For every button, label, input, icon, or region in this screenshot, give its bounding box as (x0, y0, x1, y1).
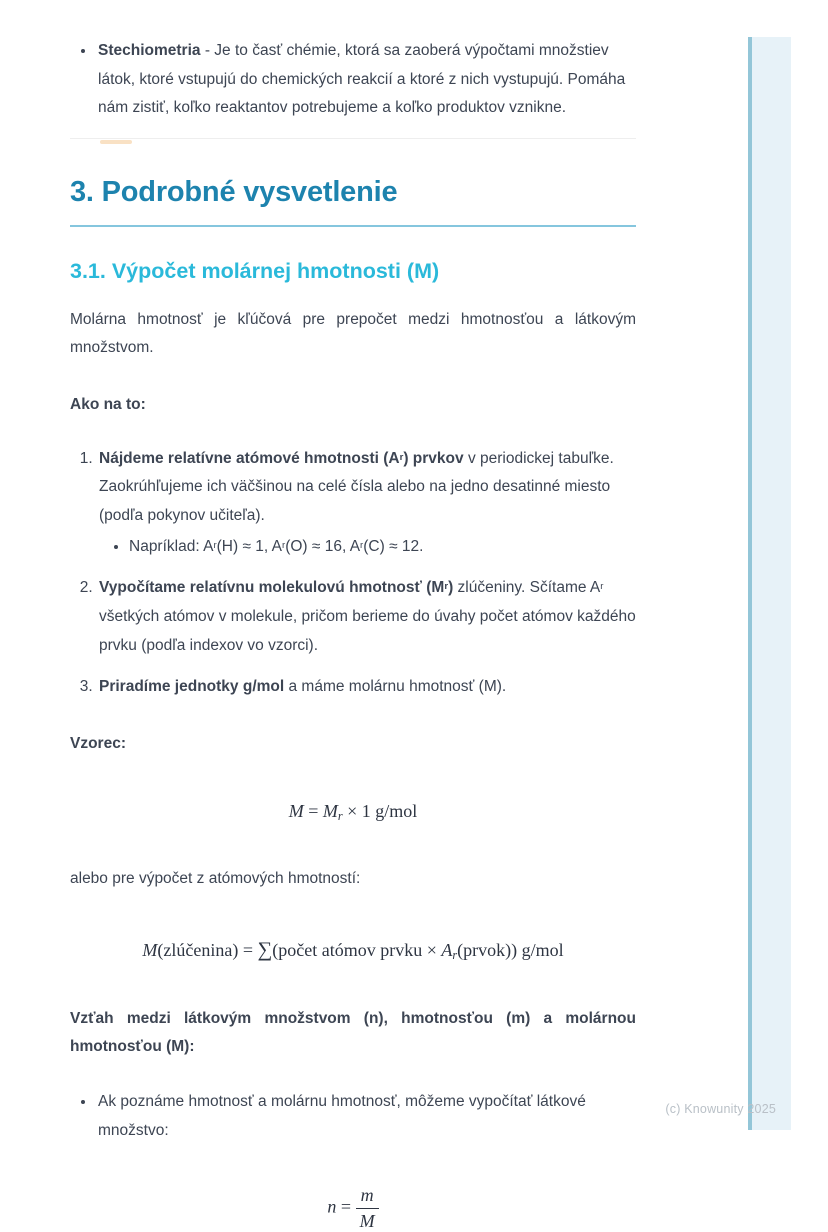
formula-units: (prvok)) g/mol (457, 939, 564, 960)
formula-text: (počet atómov prvku × (272, 939, 442, 960)
formula-variable: M (142, 939, 158, 960)
formula-variable: M (322, 800, 338, 821)
subscript-r: r (360, 539, 364, 551)
formula-units: × 1 g/mol (342, 800, 418, 821)
paragraph: alebo pre výpočet z atómových hmotností: (70, 869, 361, 887)
step-text: zlúčeniny. Sčítame A (453, 579, 601, 597)
step-bold-text: Nájdeme relatívne atómové hmotnosti (A (99, 449, 400, 467)
example-text: (O) ≈ 16, A (285, 537, 361, 555)
steps-list (70, 445, 636, 702)
formula-subscript: r (337, 808, 343, 823)
step-text: všetkých atómov v molekule, pričom berieme do úvahy počet atómov každého prvku (podľa indexov vo vzorci). (99, 608, 636, 654)
list-item: • Ak poznáme hmotnosť a molárnu hmotnosť, môžeme vypočítať látkové množstvo: (96, 1088, 636, 1145)
step-bold-text: Priradíme jednotky g/mol (99, 678, 285, 696)
example-text: Napríklad: A (129, 537, 214, 555)
step-bold-text: ) prvkov (403, 449, 464, 467)
relation-bullet-list (70, 1088, 636, 1145)
formula-molar-mass (70, 799, 636, 825)
section-divider (70, 138, 636, 139)
example-text: (H) ≈ 1, A (216, 537, 282, 555)
formula-sum (70, 936, 636, 965)
formula-amount-of-substance (70, 1185, 636, 1231)
copyright-footer: (c) Knowunity 2025 (665, 1102, 776, 1116)
step-text: a máme molárnu hmotnosť (M). (284, 678, 507, 696)
step-text: v periodickej tabuľke. Zaokrúhľujeme ich väčšinou na celé čísla alebo na jedno desatinné miesto (podľa pokynov učiteľa). (99, 449, 614, 525)
page-edge-accent-bar (748, 37, 791, 1130)
subscript-r: r (600, 581, 604, 593)
paragraph: Molárna hmotnosť je kľúčová pre prepočet medzi hmotnosťou a látkovým množstvom. (70, 310, 636, 357)
formula-text: (zlúčenina) = (157, 939, 258, 960)
highlight-mark (100, 140, 132, 144)
document-content (70, 0, 636, 1232)
term-label: Stechiometria (98, 42, 201, 59)
example-text: (C) ≈ 12. (363, 537, 424, 555)
section-heading: 3. Podrobné vysvetlenie (70, 175, 636, 227)
step-bold-text: Vypočítame relatívnu molekulovú hmotnosť (M (99, 579, 445, 597)
fraction (356, 1185, 379, 1231)
formula-variable: M (288, 800, 304, 821)
formula-operator: = (336, 1196, 356, 1217)
step-item-1 (97, 445, 636, 562)
formula-label: Vzorec: (70, 735, 126, 753)
subscript-r: r (282, 539, 286, 551)
example-list (99, 533, 636, 562)
fraction-numerator: m (356, 1185, 379, 1209)
example-item (129, 533, 636, 562)
formula-operator: = (303, 800, 323, 821)
step-bold-text: ) (448, 579, 454, 597)
formula-subscript: r (452, 947, 458, 962)
subscript-r: r (444, 581, 449, 593)
step-item-2 (97, 574, 636, 660)
subscript-r: r (399, 451, 404, 463)
step-item-3 (97, 673, 636, 702)
fraction-denominator: M (359, 1210, 375, 1231)
relation-heading: Vzťah medzi látkovým množstvom (n), hmotnosťou (m) a molárnou hmotnosťou (M): (70, 1009, 636, 1056)
formula-variable: A (441, 939, 453, 960)
subsection-heading: 3.1. Výpočet molárnej hmotnosti (M) (70, 258, 440, 283)
intro-bullet-list (70, 37, 636, 123)
list-item (96, 37, 636, 123)
formula-variable: n (327, 1196, 337, 1217)
sigma-symbol: ∑ (257, 938, 273, 961)
term-definition: - Je to časť chémie, ktorá sa zaoberá výpočtami množstiev látok, ktoré vstupujú do chemických reakcií a ktoré z nich vystupujú. Pomáha nám zistiť, koľko reaktantov potrebujeme a koľko produktov vznikne. (98, 42, 626, 117)
how-to-label: Ako na to: (70, 396, 146, 414)
subscript-r: r (213, 539, 217, 551)
